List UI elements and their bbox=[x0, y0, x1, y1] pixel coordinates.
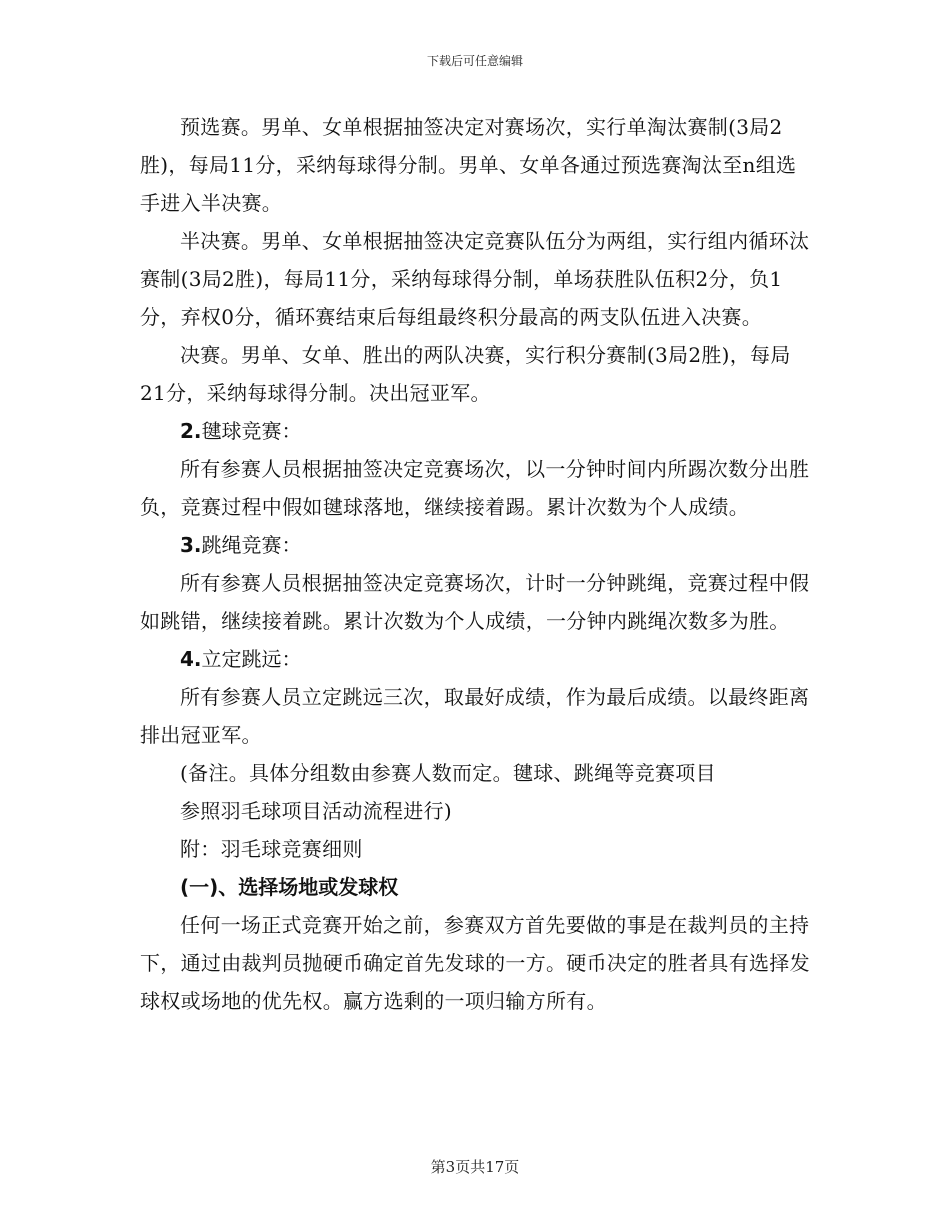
note-line-2: 参照羽毛球项目活动流程进行) bbox=[180, 799, 453, 823]
paragraph-semifinal: 半决赛。男单、女单根据抽签决定竞赛队伍分为两组，实行组内循环汰赛制(3局2胜)，每局11分，采纳每球得分制，单场获胜队伍积2分，负1分，弃权0分，循环赛结束后每组最终积分最高的两支队伍进入决赛。 bbox=[140, 229, 810, 329]
heading-label: 毽球竞赛： bbox=[201, 419, 302, 443]
note-line-1: (备注。具体分组数由参赛人数而定。毽球、跳绳等竞赛项目 bbox=[180, 761, 716, 785]
paragraph-serve-choice: 任何一场正式竞赛开始之前，参赛双方首先要做的事是在裁判员的主持下，通过由裁判员抛硬币确定首先发球的一方。硬币决定的胜者具有选择发球权或场地的优先权。赢方选剩的一项归输方所有。 bbox=[140, 913, 810, 1013]
page-header: 下载后可任意编辑 bbox=[426, 54, 523, 68]
paragraph-final: 决赛。男单、女单、胜出的两队决赛，实行积分赛制(3局2胜)，每局21分，采纳每球得分制。决出冠亚军。 bbox=[140, 343, 791, 405]
heading-number: 4. bbox=[180, 647, 202, 671]
paragraph-jump-rope: 所有参赛人员根据抽签决定竞赛场次，计时一分钟跳绳，竞赛过程中假如跳错，继续接着跳。累计次数为个人成绩，一分钟内跳绳次数多为胜。 bbox=[140, 571, 810, 633]
heading-jump-rope bbox=[140, 526, 810, 564]
paragraph-shuttlecock: 所有参赛人员根据抽签决定竞赛场次，以一分钟时间内所踢次数分出胜负，竞赛过程中假如毽球落地，继续接着踢。累计次数为个人成绩。 bbox=[140, 457, 810, 519]
heading-label: 跳绳竞赛： bbox=[201, 533, 302, 557]
heading-number: 3. bbox=[180, 533, 202, 557]
heading-shuttlecock bbox=[140, 412, 810, 450]
heading-label: 立定跳远： bbox=[201, 647, 302, 671]
attachment-title: 附：羽毛球竞赛细则 bbox=[180, 837, 363, 861]
paragraph-long-jump: 所有参赛人员立定跳远三次，取最好成绩，作为最后成绩。以最终距离排出冠亚军。 bbox=[140, 685, 810, 747]
section-heading: (一)、选择场地或发球权 bbox=[180, 875, 399, 899]
paragraph-preliminary: 预选赛。男单、女单根据抽签决定对赛场次，实行单淘汰赛制(3局2胜)，每局11分，采纳每球得分制。男单、女单各通过预选赛淘汰至n组选手进入半决赛。 bbox=[140, 115, 797, 215]
heading-number: 2. bbox=[180, 419, 202, 443]
document-body bbox=[140, 108, 810, 1020]
heading-long-jump bbox=[140, 640, 810, 678]
page-footer: 第3页共17页 bbox=[430, 1158, 520, 1176]
